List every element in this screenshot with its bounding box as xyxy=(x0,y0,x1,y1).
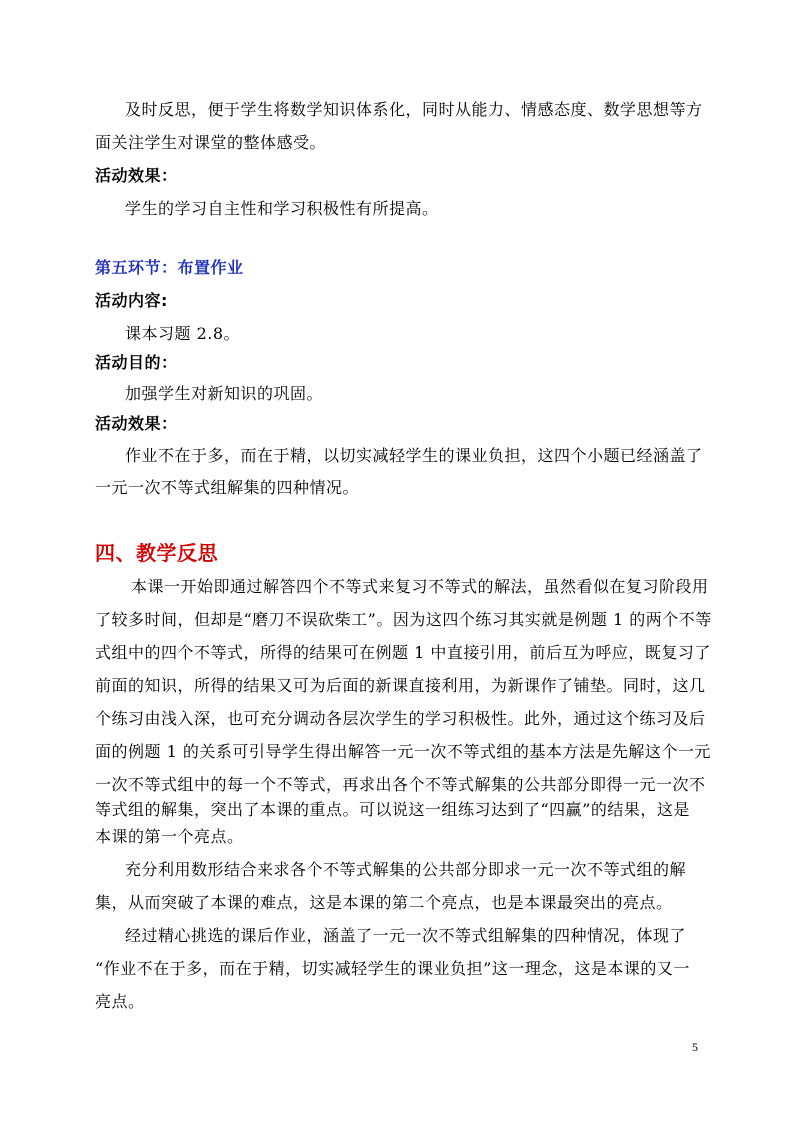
paragraph-line: 充分利用数形结合来求各个不等式解集的公共部分即求一元一次不等式组的解 xyxy=(125,860,687,879)
paragraph-line: 及时反思，便于学生将数学知识体系化，同时从能力、情感态度、数学思想等方 xyxy=(125,100,703,119)
paragraph-line: 一元一次不等式组解集的四种情况。 xyxy=(95,478,360,497)
paragraph-line: 加强学生对新知识的巩固。 xyxy=(125,384,324,403)
paragraph-line: 式组中的四个不等式，所得的结果可在例题 1 中直接引用，前后互为呼应，既复习了 xyxy=(95,643,711,662)
paragraph-line: 个练习由浅入深，也可充分调动各层次学生的学习积极性。此外，通过这个练习及后 xyxy=(95,709,706,728)
paragraph-line: 经过精心挑选的课后作业，涵盖了一元一次不等式组解集的四种情况，体现了 xyxy=(125,926,687,945)
paragraph-line: 本课的第一个亮点。 xyxy=(95,827,244,846)
paragraph-line: 课本习题 2.8。 xyxy=(125,324,241,343)
paragraph-line: 亮点。 xyxy=(95,992,145,1011)
reflection-heading: 四、教学反思 xyxy=(95,541,218,565)
paragraph-line: 作业不在于多，而在于精，以切实减轻学生的课业负担，这四个小题已经涵盖了 xyxy=(125,446,703,465)
activity-effect-label: 活动效果： xyxy=(95,414,178,433)
paragraph-line: 学生的学习自主性和学习积极性有所提高。 xyxy=(125,199,439,218)
activity-purpose-label: 活动目的： xyxy=(95,353,178,372)
activity-effect-label: 活动效果： xyxy=(95,166,178,185)
paragraph-line: 等式组的解集，突出了本课的重点。可以说这一组练习达到了“四赢”的结果，这是 xyxy=(95,800,690,819)
paragraph-line: “作业不在于多，而在于精，切实减轻学生的课业负担”这一理念，这是本课的又一 xyxy=(95,959,690,978)
paragraph-line: 一次不等式组中的每一个不等式，再求出各个不等式解集的公共部分即得一元一次不 xyxy=(95,775,706,794)
paragraph-line: 集，从而突破了本课的难点，这是本课的第二个亮点，也是本课最突出的亮点。 xyxy=(95,893,673,912)
section-heading: 第五环节：布置作业 xyxy=(95,258,244,277)
paragraph-line: 面关注学生对课堂的整体感受。 xyxy=(95,133,327,152)
activity-content-label: 活动内容: xyxy=(95,291,168,310)
paragraph-line: 本课一开始即通过解答四个不等式来复习不等式的解法，虽然看似在复习阶段用 xyxy=(131,577,709,596)
paragraph-line: 了较多时间，但却是“磨刀不误砍柴工”。因为这四个练习其实就是例题 1 的两个不等 xyxy=(95,610,712,629)
page-number: 5 xyxy=(692,1040,698,1054)
paragraph-line: 前面的知识，所得的结果又可为后面的新课直接利用，为新课作了铺垫。同时，这几 xyxy=(95,676,706,695)
paragraph-line: 面的例题 1 的关系可引导学生得出解答一元一次不等式组的基本方法是先解这个一元 xyxy=(95,742,711,761)
